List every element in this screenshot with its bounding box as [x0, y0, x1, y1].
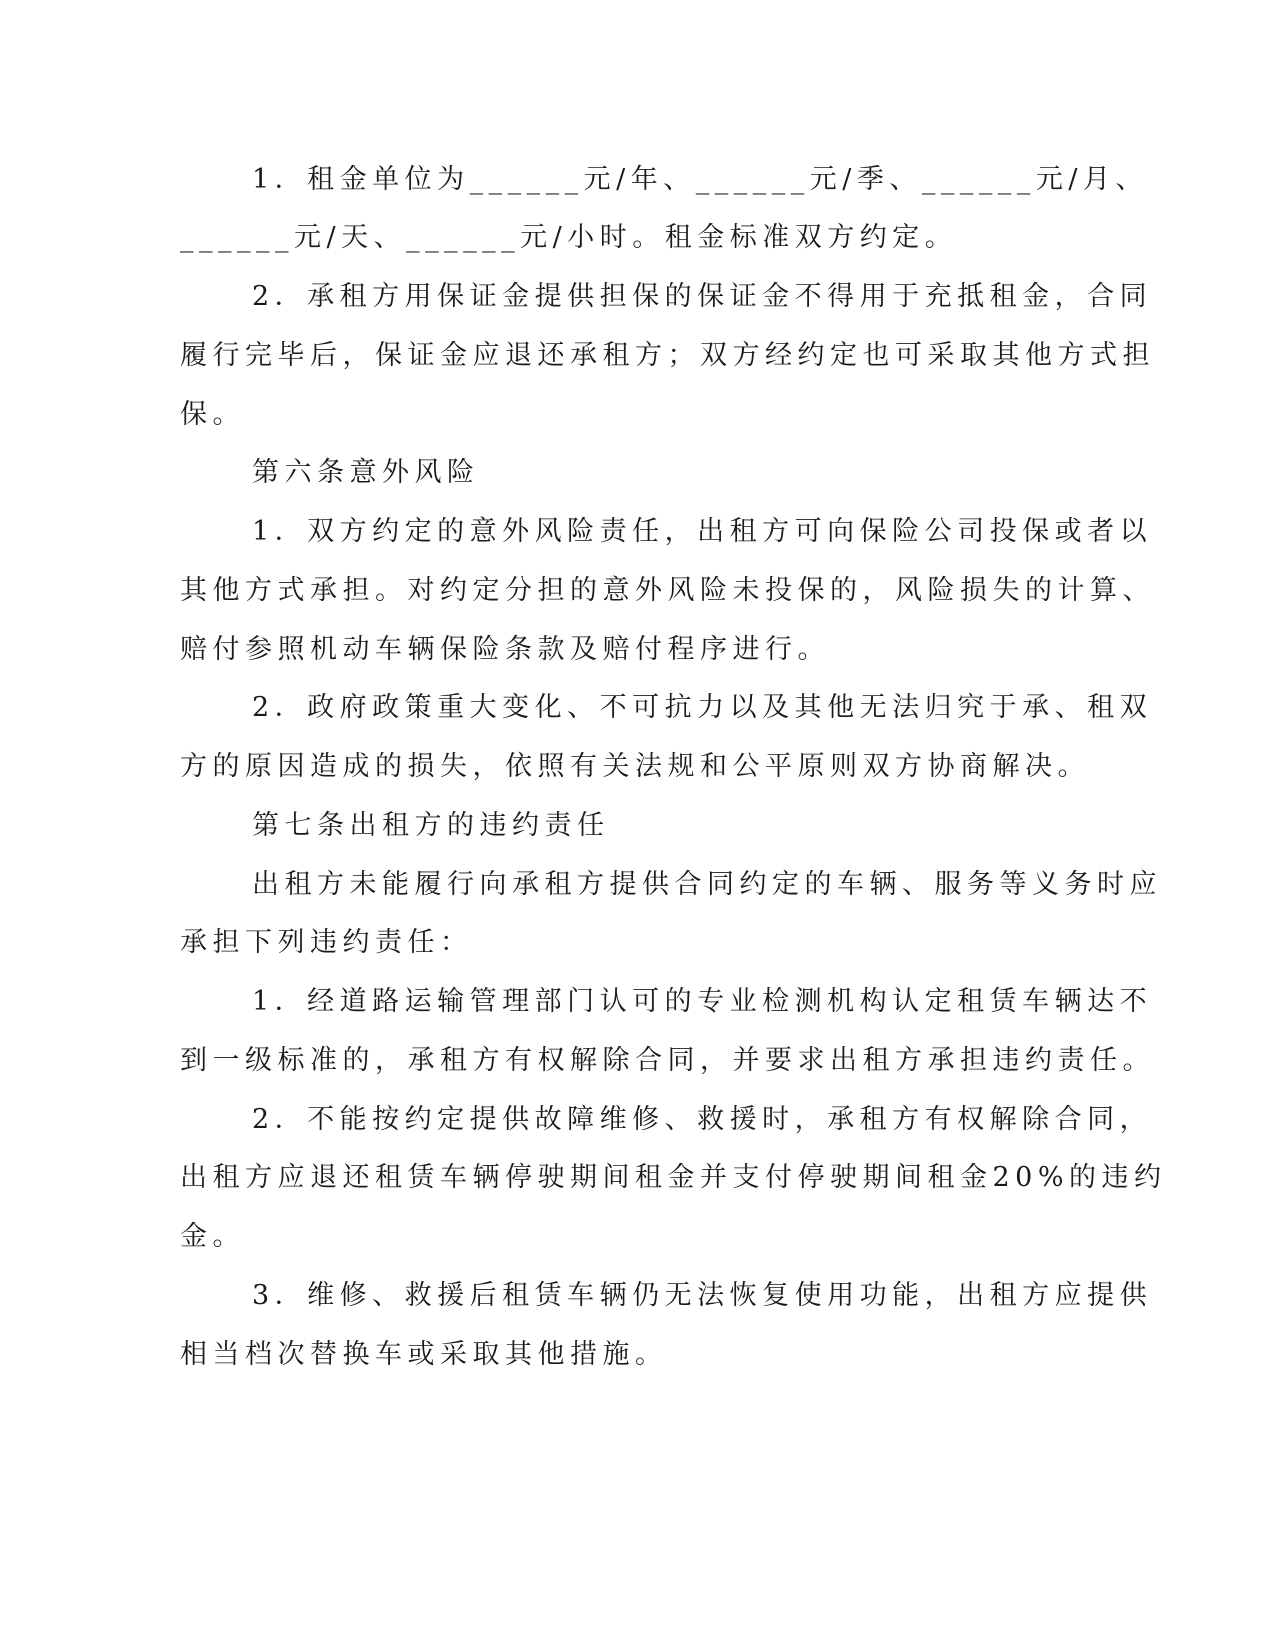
text-line: 1．经道路运输管理部门认可的专业检测机构认定租赁车辆达不	[252, 986, 1153, 1017]
text-line: 相当档次替换车或采取其他措施。	[180, 1339, 668, 1370]
text-line: ______元/天、______元/小时。租金标准双方约定。	[180, 222, 958, 253]
section-heading: 第七条出租方的违约责任	[252, 810, 610, 841]
text-line: 到一级标准的，承租方有权解除合同，并要求出租方承担违约责任。	[180, 1045, 1155, 1076]
text-line: 1．租金单位为______元/年、______元/季、______元/月、	[252, 164, 1148, 195]
text-line: 履行完毕后，保证金应退还承租方；双方经约定也可采取其他方式担	[180, 340, 1155, 371]
text-line: 3．维修、救援后租赁车辆仍无法恢复使用功能，出租方应提供	[252, 1280, 1153, 1311]
text-line: 出租方未能履行向承租方提供合同约定的车辆、服务等义务时应	[252, 869, 1162, 900]
text-line: 出租方应退还租赁车辆停驶期间租金并支付停驶期间租金20%的违约	[180, 1162, 1167, 1193]
text-line: 1．双方约定的意外风险责任，出租方可向保险公司投保或者以	[252, 516, 1153, 547]
text-line: 2．政府政策重大变化、不可抗力以及其他无法归究于承、租双	[252, 692, 1153, 723]
text-line: 赔付参照机动车辆保险条款及赔付程序进行。	[180, 634, 830, 665]
text-line: 方的原因造成的损失，依照有关法规和公平原则双方协商解决。	[180, 751, 1090, 782]
text-line: 承担下列违约责任：	[180, 927, 473, 958]
text-line: 2．承租方用保证金提供担保的保证金不得用于充抵租金，合同	[252, 281, 1153, 312]
text-line: 保。	[180, 399, 245, 430]
text-line: 2．不能按约定提供故障维修、救援时，承租方有权解除合同，	[252, 1104, 1153, 1135]
text-line: 其他方式承担。对约定分担的意外风险未投保的，风险损失的计算、	[180, 575, 1155, 606]
section-heading: 第六条意外风险	[252, 457, 480, 488]
text-line: 金。	[180, 1221, 245, 1252]
